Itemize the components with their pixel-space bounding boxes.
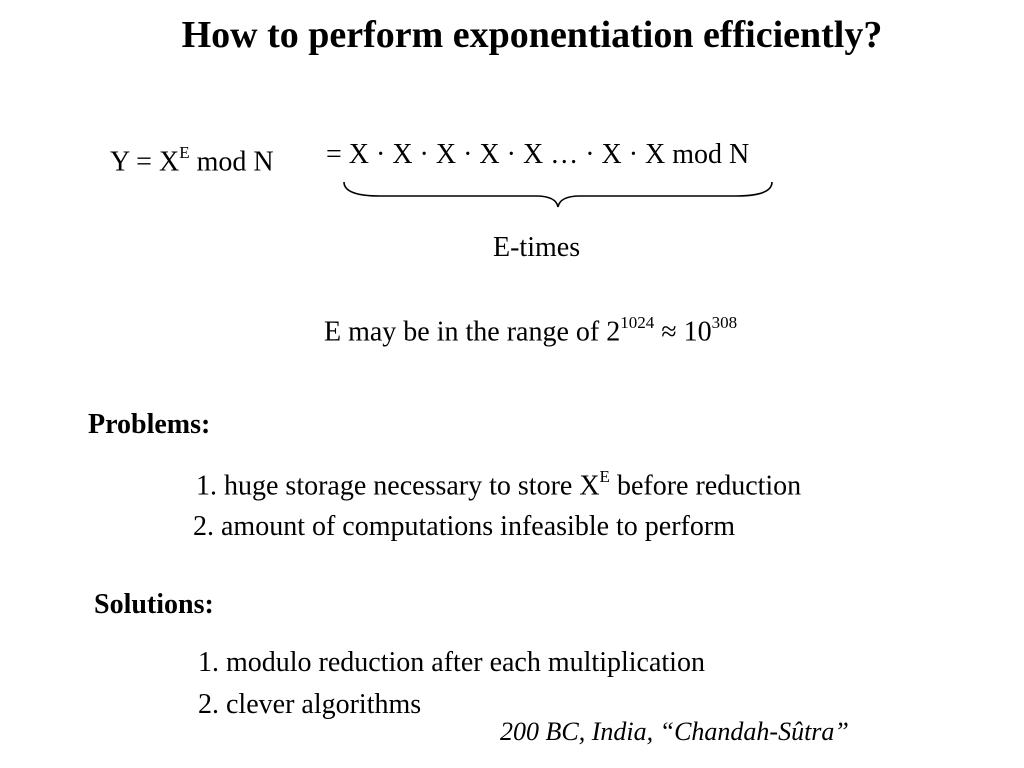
underbrace: [340, 180, 776, 210]
equation-lhs-prefix: Y = X: [110, 146, 180, 178]
exponent-range: [324, 308, 737, 349]
range-approx: ≈ 10: [654, 316, 712, 348]
problem-item-1: [196, 462, 801, 503]
problem-item-1-exponent: E: [599, 467, 610, 486]
equation-rhs: = X · X · X · X · X … · X · X mod N: [326, 139, 750, 170]
brace-label: E-times: [493, 232, 581, 263]
solution-item-1: 1. modulo reduction after each multiplication: [198, 647, 705, 678]
equation-lhs-exponent: E: [179, 143, 190, 162]
underbrace-path: [344, 182, 772, 207]
slide-title: How to perform exponentiation efficiently?: [181, 14, 883, 56]
solutions-heading: Solutions:: [94, 589, 214, 620]
problem-item-1-prefix: 1. huge storage necessary to store X: [196, 470, 600, 502]
range-exponent-1: 1024: [620, 313, 655, 332]
equation-lhs-suffix: mod N: [189, 146, 274, 178]
problem-item-1-suffix: before reduction: [609, 470, 802, 502]
range-prefix: E may be in the range of 2: [324, 316, 621, 348]
range-exponent-2: 308: [711, 313, 738, 332]
solution-item-2: 2. clever algorithms: [198, 689, 422, 720]
equation-lhs: [110, 138, 274, 179]
historical-citation: 200 BC, India, “Chandah-Sûtra”: [500, 717, 849, 746]
problems-heading: Problems:: [88, 409, 211, 440]
problem-item-2: 2. amount of computations infeasible to perform: [193, 511, 735, 542]
